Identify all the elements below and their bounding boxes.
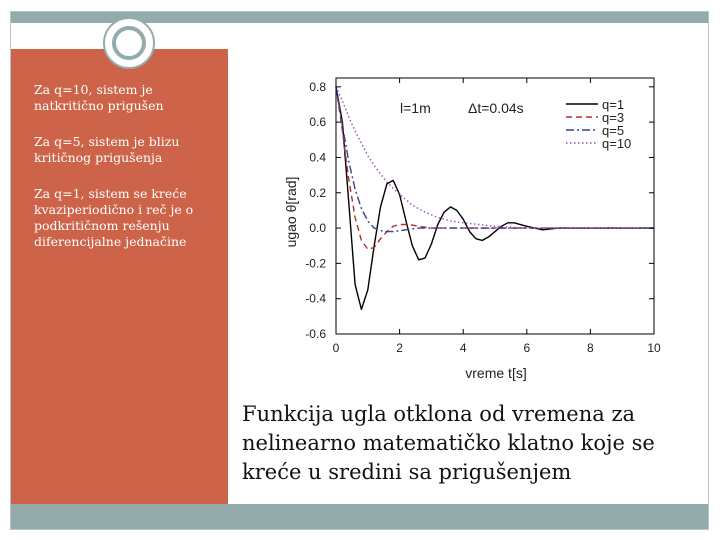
- y-tick-label: 0.8: [309, 79, 326, 94]
- legend-label: q=3: [602, 110, 625, 125]
- x-tick-label: 10: [647, 341, 661, 355]
- y-tick-label: -0.4: [305, 291, 326, 306]
- y-tick-label: 0.0: [309, 221, 326, 236]
- sidebar-note-q10: Za q=10, sistem je natkritično prigušen: [34, 82, 164, 113]
- x-tick-label: 0: [332, 341, 340, 355]
- y-tick-label: 0.2: [309, 185, 326, 200]
- x-tick-label: 4: [459, 341, 467, 355]
- sidebar-note-q5: Za q=5, sistem je blizu kritičnog prigušenja: [34, 134, 180, 165]
- y-tick-label: -0.2: [305, 256, 326, 271]
- y-axis-label: ugao θ[rad]: [283, 176, 299, 248]
- legend-label: q=10: [602, 136, 632, 151]
- annotation-timestep: Δt=0.04s: [468, 100, 524, 116]
- legend: [566, 97, 631, 151]
- x-tick-label: 2: [396, 341, 403, 355]
- annotation-length: l=1m: [400, 100, 431, 116]
- y-tick-label: 0.6: [309, 115, 326, 130]
- x-tick-label: 8: [587, 341, 594, 355]
- legend-label: q=5: [602, 123, 625, 138]
- x-tick-label: 6: [523, 341, 531, 355]
- legend-label: q=1: [602, 97, 625, 112]
- figure-caption: Funkcija ugla otklona od vremena za nelinearno matematičko klatno koje se kreće u sredini sa prigušenjem: [242, 402, 655, 484]
- x-axis-label: vreme t[s]: [465, 365, 527, 381]
- y-tick-label: 0.4: [309, 150, 326, 165]
- y-tick-label: -0.6: [305, 327, 326, 341]
- sidebar-note-q1: Za q=1, sistem se kreće kvaziperiodično i reč je o podkritičnom rešenju diferencijalne jednačine: [34, 186, 194, 249]
